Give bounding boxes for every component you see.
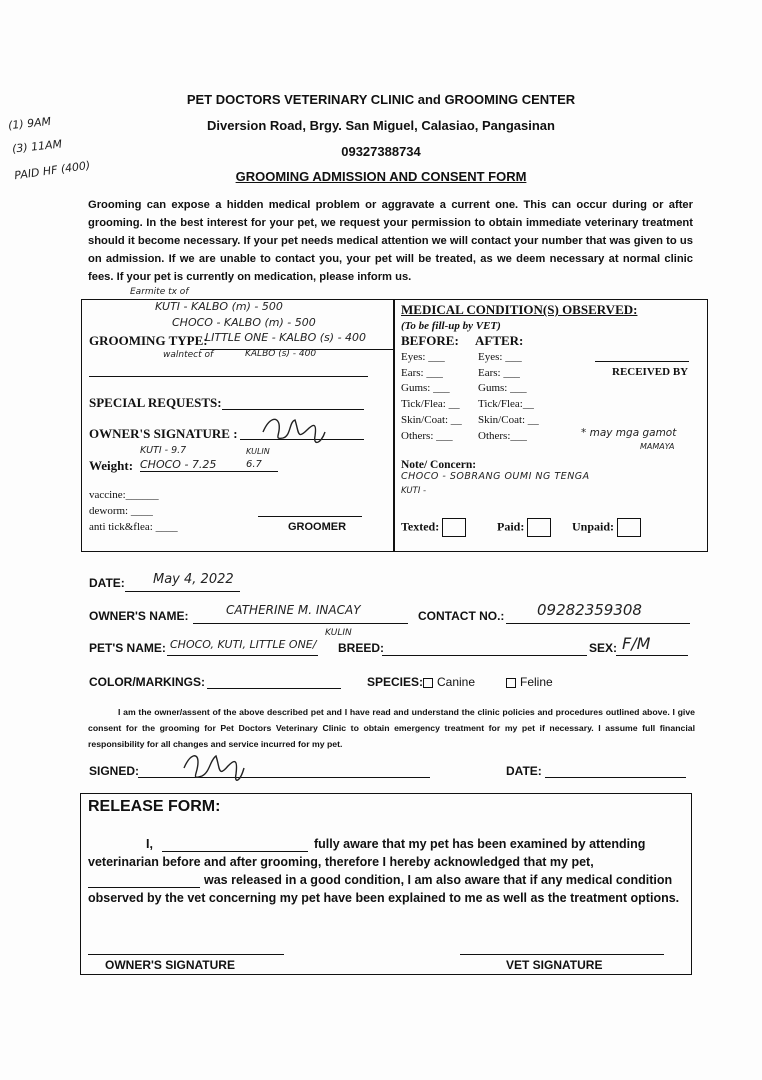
deworm-label: deworm: ____: [89, 505, 153, 517]
weight-note-1: KULIN: [246, 447, 270, 456]
clinic-phone: 09327388734: [341, 144, 421, 159]
special-requests-label: SPECIAL REQUESTS:: [89, 395, 222, 410]
before-tickflea: Tick/Flea: __: [401, 398, 460, 411]
weight-label: Weight:: [89, 458, 134, 473]
owner-name-value: CATHERINE M. INACAY: [226, 603, 361, 617]
unpaid-checkbox[interactable]: [617, 518, 641, 537]
received-by-label: RECEIVED BY: [612, 366, 689, 378]
weight-note-2: CHOCO - 7.25: [140, 458, 217, 471]
grooming-note-2: CHOCO - KALBO (m) - 500: [172, 316, 316, 329]
clinic-address: Diversion Road, Brgy. San Miguel, Calasiao, Pangasinan: [207, 118, 555, 133]
signed-date-label: DATE:: [506, 764, 542, 778]
received-by-line: [595, 361, 689, 362]
groomer-label: GROOMER: [288, 521, 347, 533]
paid-label: Paid:: [497, 519, 525, 534]
breed-label: BREED:: [338, 641, 385, 655]
medical-subtitle: (To be fill-up by VET): [401, 320, 501, 332]
species-canine-option[interactable]: [423, 675, 475, 689]
species-feline-option[interactable]: [506, 675, 553, 689]
date-line[interactable]: [125, 591, 240, 592]
release-text: [88, 836, 688, 908]
after-label: AFTER:: [475, 333, 524, 348]
release-text-3: veterinarian before and after grooming, therefore I hereby acknowledged that my pet,: [88, 855, 594, 869]
owner-name-label: OWNER'S NAME:: [89, 609, 189, 623]
side-note-2: MAMAYA: [640, 442, 675, 451]
texted-label: Texted:: [401, 519, 440, 534]
before-gums: Gums: ___: [401, 382, 450, 395]
form-title: GROOMING ADMISSION AND CONSENT FORM: [235, 169, 527, 184]
unpaid-label: Unpaid:: [572, 519, 615, 534]
margin-note-1: (1) 9AM: [7, 114, 52, 133]
after-gums: Gums: ___: [478, 382, 527, 395]
breed-line[interactable]: [382, 655, 587, 656]
paid-checkbox[interactable]: [527, 518, 551, 537]
signed-signature-scribble: [178, 748, 248, 790]
pet-name-label: PET'S NAME:: [89, 641, 166, 655]
sex-line[interactable]: [616, 655, 688, 656]
before-eyes: Eyes: ___: [401, 351, 445, 363]
grooming-extra-line: [89, 376, 368, 377]
release-text-1: I,: [146, 837, 153, 851]
groomer-line: [258, 516, 362, 517]
intro-paragraph: Grooming can expose a hidden medical problem or aggravate a current one. This can occur during or after grooming. In the best interest for your pet, we request your permission to obtain immediate veterinary treatment should it become necessary. If your pet needs medical attention we will contact your number that was given to us on admission. If we are unable to contact you, your pet will be treated, as we deem necessary at normal clinic fees. If your pet is currently on medication, please inform us.: [88, 199, 693, 283]
pet-name-line[interactable]: [167, 655, 318, 656]
release-text-2: fully aware that my pet has been examined by attending: [314, 837, 646, 851]
vet-sig-label: VET SIGNATURE: [506, 958, 603, 972]
antitick-label: anti tick&flea: ____: [89, 521, 178, 533]
consent-text: I am the owner/assent of the above described pet and I have read and understand the clinic policies and procedures outlined above. I give consent for the grooming for Pet Doctors Veterinary Clinic to obtain emergency treatment for my pet if necessary. I assume full financial responsibility for all changes and service incurred for my pet.: [88, 707, 695, 749]
unpaid-field[interactable]: [572, 518, 641, 537]
contact-value: 09282359308: [537, 601, 642, 619]
feline-label: Feline: [520, 675, 553, 689]
after-list: [478, 350, 539, 444]
before-skincoat: Skin/Coat: __: [401, 413, 462, 426]
vet-sig-line[interactable]: [460, 954, 664, 955]
grooming-note-4: walntect of: [163, 350, 214, 360]
owner-name-line[interactable]: [193, 623, 408, 624]
signed-label: SIGNED:: [89, 764, 140, 778]
after-skincoat: Skin/Coat: __: [478, 413, 539, 426]
canine-label: Canine: [437, 675, 476, 689]
margin-note-3: PAID HF (400): [13, 158, 92, 183]
owner-sig-line[interactable]: [88, 954, 284, 955]
release-pet-name-line[interactable]: [88, 887, 200, 888]
date-value: May 4, 2022: [153, 572, 234, 587]
species-label: SPECIES:: [367, 675, 424, 689]
color-label: COLOR/MARKINGS:: [89, 675, 205, 689]
release-title: RELEASE FORM:: [88, 798, 221, 815]
note-label: Note/ Concern:: [401, 459, 477, 471]
after-tickflea: Tick/Flea:__: [478, 398, 534, 411]
before-label: BEFORE:: [401, 333, 459, 348]
contact-label: CONTACT NO.:: [418, 609, 505, 623]
clinic-name: PET DOCTORS VETERINARY CLINIC and GROOMING CENTER: [186, 92, 576, 107]
grooming-type-label: GROOMING TYPE:: [89, 333, 208, 348]
owner-signature-label: OWNER'S SIGNATURE :: [89, 426, 238, 441]
weight-note-3: 6.7: [246, 459, 262, 470]
release-owner-name-line[interactable]: [162, 851, 308, 852]
date-label: DATE:: [89, 576, 125, 590]
weight-line[interactable]: [140, 471, 278, 472]
feline-checkbox[interactable]: [506, 678, 516, 688]
vaccine-label: vaccine:______: [89, 489, 159, 501]
sex-label: SEX:: [589, 641, 618, 655]
canine-checkbox[interactable]: [423, 678, 433, 688]
grooming-note-5: KALBO (s) - 400: [245, 349, 317, 359]
grooming-note-1: KUTI - KALBO (m) - 500: [155, 300, 283, 313]
before-others: Others: ___: [401, 429, 453, 442]
after-eyes: Eyes: ___: [478, 351, 522, 363]
texted-field[interactable]: [401, 518, 466, 537]
weight-note-0: KUTI - 9.7: [140, 445, 187, 456]
pet-name-extra: KULIN: [325, 628, 352, 638]
paid-field[interactable]: [497, 518, 551, 537]
before-list: [401, 350, 462, 444]
texted-checkbox[interactable]: [442, 518, 466, 537]
signed-date-line[interactable]: [545, 777, 686, 778]
note-text-2: KUTI -: [401, 486, 427, 496]
note-text-1: CHOCO - SOBRANG OUMI NG TENGA: [401, 471, 590, 482]
color-line[interactable]: [207, 688, 341, 689]
after-others: Others:___: [478, 429, 527, 442]
medical-title: MEDICAL CONDITION(S) OBSERVED:: [401, 302, 638, 317]
sex-value: F/M: [622, 634, 651, 653]
release-text-5: observed by the vet concerning my pet have been explained to me as well as the treatment options.: [88, 890, 680, 905]
pet-name-value: CHOCO, KUTI, LITTLE ONE/: [170, 638, 317, 651]
grooming-note-0: Earmite tx of: [130, 287, 189, 297]
owner-sig-label: OWNER'S SIGNATURE: [105, 958, 235, 972]
before-ears: Ears: ___: [401, 366, 443, 379]
contact-line[interactable]: [506, 623, 690, 624]
release-text-4: was released in a good condition, I am also aware that if any medical condition: [204, 872, 673, 887]
side-note: * may mga gamot: [581, 427, 677, 439]
grooming-note-3: LITTLE ONE - KALBO (s) - 400: [205, 331, 367, 344]
after-ears: Ears: ___: [478, 366, 520, 379]
margin-note-2: (3) 11AM: [11, 137, 63, 156]
